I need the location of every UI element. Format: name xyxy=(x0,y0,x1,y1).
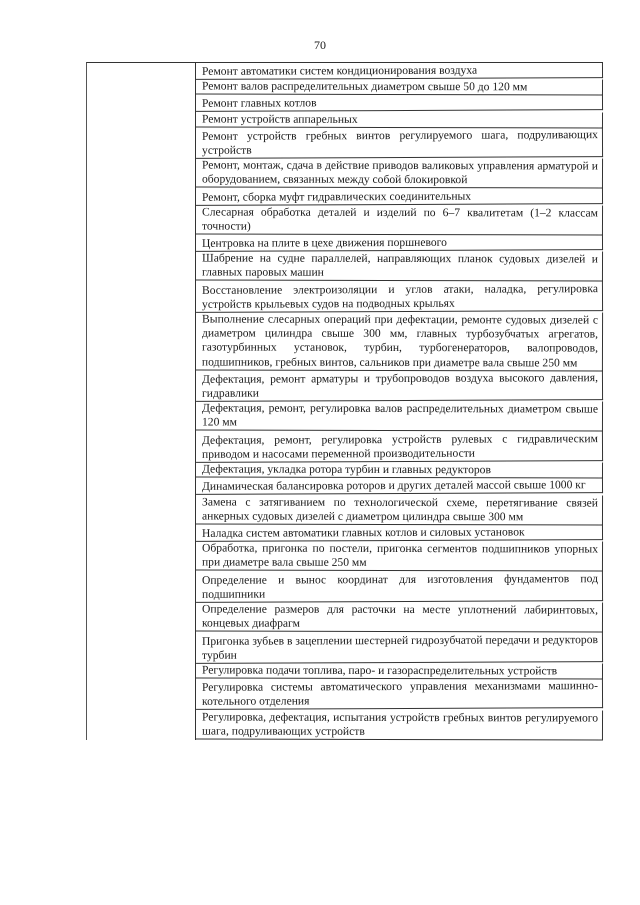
table-cell: Пригонка зубьев в зацеплении шестерней гидрозубчатой передачи и редукторов турбин xyxy=(196,632,603,664)
table-cell: Выполнение слесарных операций при дефектации, ремонте судовых дизелей с диаметром цилиндра свыше 300 мм, главных турбозубчатых агрегатов, газотурбинных установок, турбин, турбогенераторов, валопроводов, подшипников, гребных винтов, сальников при диаметре вала свыше 250 мм xyxy=(196,312,603,372)
table-row xyxy=(87,679,603,709)
table-row xyxy=(87,633,603,663)
table-cell: Регулировка, дефектация, испытания устройств гребных винтов регулируемого шага, подруливающих устройств xyxy=(196,709,603,740)
work-table xyxy=(86,62,603,740)
left-column-cell xyxy=(87,679,196,709)
table-row xyxy=(87,495,603,525)
left-column-cell xyxy=(87,525,196,541)
left-column-cell xyxy=(87,189,196,205)
table-cell: Дефектация, укладка ротора турбин и главных редукторов xyxy=(196,462,603,479)
table-row xyxy=(87,63,603,79)
table-row xyxy=(87,572,603,602)
left-column-cell xyxy=(87,95,196,111)
table-row xyxy=(87,710,603,740)
table-row xyxy=(87,541,603,571)
table-cell: Обработка, пригонка по постели, пригонка сегментов подшипников упорных при диаметре вала свыше 250 мм xyxy=(196,541,603,572)
left-column-cell xyxy=(87,158,196,188)
left-column-cell xyxy=(87,112,196,128)
table-cell: Дефектация, ремонт, регулировка устройств рулевых с гидравлическим приводом и насосами переменной производительности xyxy=(196,431,603,463)
table-row xyxy=(87,128,603,158)
table-cell: Слесарная обработка деталей и изделий по 6–7 квалитетам (1–2 классам точности) xyxy=(196,204,603,235)
left-column-cell xyxy=(87,282,196,312)
left-column-cell xyxy=(87,205,196,235)
left-column-cell xyxy=(87,63,196,79)
table-cell: Шабрение на судне параллелей, направляющих планок судовых дизелей и главных паровых машин xyxy=(196,251,603,282)
table-row xyxy=(87,205,603,235)
left-column-cell xyxy=(87,432,196,462)
left-column-cell xyxy=(87,251,196,281)
table-cell: Дефектация, ремонт арматуры и трубопроводов воздуха высокого давления, гидравлики xyxy=(196,370,603,402)
table-cell: Ремонт главных котлов xyxy=(196,95,603,113)
table-row xyxy=(87,312,603,371)
table-cell: Ремонт устройств гребных винтов регулируемого шага, подруливающих устройств xyxy=(196,127,603,159)
table-row xyxy=(87,432,603,462)
table-cell: Центровка на плите в цехе движения поршневого xyxy=(196,234,603,252)
left-column-cell xyxy=(87,128,196,158)
left-column-cell xyxy=(87,572,196,602)
table-row xyxy=(87,663,603,679)
table-row xyxy=(87,79,603,95)
left-column-cell xyxy=(87,79,196,95)
table-row xyxy=(87,525,603,541)
table-cell: Восстановление электроизоляции и углов атаки, наладка, регулировка устройств крыльевых судов на подводных крыльях xyxy=(196,281,603,313)
left-column-cell xyxy=(87,478,196,494)
table-row xyxy=(87,189,603,205)
left-column-cell xyxy=(87,462,196,478)
table-cell: Наладка систем автоматики главных котлов и силовых установок xyxy=(196,524,603,542)
table-row xyxy=(87,282,603,312)
left-column-cell xyxy=(87,633,196,663)
left-column-cell xyxy=(87,663,196,679)
table-cell: Замена с затягиванием по технологической схеме, перетягивание связей анкерных судовых дизелей с диаметром цилиндра свыше 300 мм xyxy=(196,494,603,525)
table-row xyxy=(87,401,603,431)
table-row xyxy=(87,462,603,478)
table-row xyxy=(87,478,603,494)
left-column-cell xyxy=(87,710,196,740)
table-row xyxy=(87,602,603,632)
left-column-cell xyxy=(87,541,196,571)
table-cell: Ремонт устройств аппарельных xyxy=(196,111,603,128)
left-column-cell xyxy=(87,371,196,401)
table-row xyxy=(87,95,603,111)
left-column-cell xyxy=(87,312,196,371)
table-row xyxy=(87,158,603,188)
table-cell: Регулировка системы автоматического управления механизмами машинно-котельного отделения xyxy=(196,678,603,710)
table-cell: Определение и вынос координат для изготовления фундаментов под подшипники xyxy=(196,571,603,603)
table-cell: Ремонт автоматики систем кондиционирования воздуха xyxy=(196,62,603,80)
table-cell: Регулировка подачи топлива, паро- и газораспределительных устройств xyxy=(196,662,603,679)
left-column-cell xyxy=(87,235,196,251)
table-cell: Ремонт валов распределительных диаметром свыше 50 до 120 мм xyxy=(196,79,603,96)
table-cell: Определение размеров для расточки на месте уплотнений лабиринтовых, концевых диафрагм xyxy=(196,602,603,633)
table-cell: Ремонт, сборка муфт гидравлических соединительных xyxy=(196,188,603,206)
table-cell: Дефектация, ремонт, регулировка валов распределительных диаметром свыше 120 мм xyxy=(196,401,603,432)
table-cell: Динамическая балансировка роторов и других деталей массой свыше 1000 кг xyxy=(196,478,603,496)
left-column-cell xyxy=(87,495,196,525)
page-number: 70 xyxy=(314,38,326,52)
table-row xyxy=(87,112,603,128)
table-cell: Ремонт, монтаж, сдача в действие приводов валиковых управления арматурой и оборудованием, связанных между собой блокировкой xyxy=(196,158,603,189)
table-row xyxy=(87,235,603,251)
table-row xyxy=(87,371,603,401)
left-column-cell xyxy=(87,602,196,632)
table-row xyxy=(87,251,603,281)
left-column-cell xyxy=(87,401,196,431)
